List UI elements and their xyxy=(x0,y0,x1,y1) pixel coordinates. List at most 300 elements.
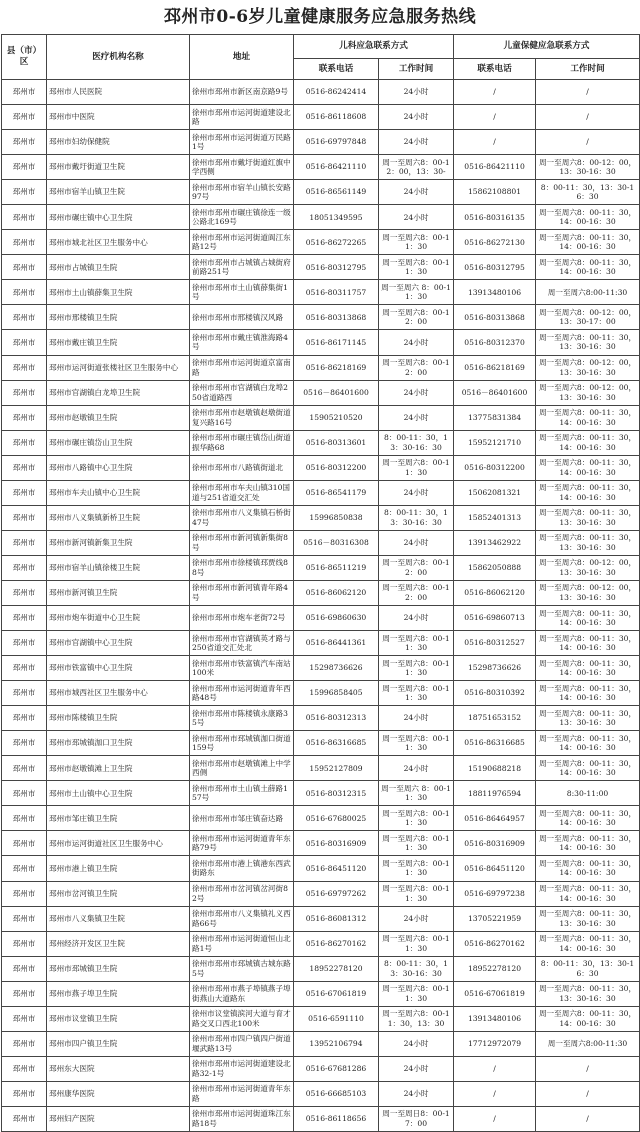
cell-county: 邳州市 xyxy=(2,956,47,981)
cell-childcare-hours: 周一至周六8：00-11：30，14：00-16：30 xyxy=(536,605,640,630)
cell-pediatric-phone: 0516-80312315 xyxy=(294,781,379,806)
cell-childcare-hours: 周一至周六8：00-12：00，13：30-16：30 xyxy=(536,355,640,380)
cell-address: 徐州市邳州市八路镇街道北 xyxy=(190,455,294,480)
header-institution: 医疗机构名称 xyxy=(47,35,190,80)
cell-childcare-phone: 0516-86316685 xyxy=(454,731,536,756)
table-row xyxy=(2,105,640,130)
cell-childcare-phone: 0516-80312200 xyxy=(454,455,536,480)
table-row xyxy=(2,831,640,856)
cell-pediatric-hours: 24小时 xyxy=(379,180,454,205)
table-row xyxy=(2,230,640,255)
cell-childcare-phone: 0516-86270162 xyxy=(454,931,536,956)
header-pediatric-hours: 工作时间 xyxy=(379,59,454,80)
cell-pediatric-phone: 15996858405 xyxy=(294,681,379,706)
cell-institution-name: 邳州市邳城镇卫生院 xyxy=(47,956,190,981)
table-row xyxy=(2,205,640,230)
cell-pediatric-phone: 0516-86118656 xyxy=(294,1106,379,1131)
cell-address: 徐州市邳州市八义集镇礼义西路66号 xyxy=(190,906,294,931)
cell-pediatric-phone: 0516-86171145 xyxy=(294,330,379,355)
cell-childcare-phone: / xyxy=(454,105,536,130)
cell-childcare-phone: 0516-80312795 xyxy=(454,255,536,280)
cell-childcare-phone: 18811976594 xyxy=(454,781,536,806)
cell-institution-name: 邳州市新河镇新集卫生院 xyxy=(47,530,190,555)
cell-childcare-phone: 15862108801 xyxy=(454,180,536,205)
cell-institution-name: 邳州市车夫山镇中心卫生院 xyxy=(47,480,190,505)
cell-address: 徐州市邳州市运河街道青年东路 xyxy=(190,1081,294,1106)
cell-childcare-hours: 周一至周六8：00-11：30，14：00-16：30 xyxy=(536,230,640,255)
cell-institution-name: 邳州市炮车街道中心卫生院 xyxy=(47,605,190,630)
cell-pediatric-hours: 周一至周六8：00-11：30 xyxy=(379,806,454,831)
cell-institution-name: 邳州市运河街道社区卫生服务中心 xyxy=(47,831,190,856)
cell-address: 徐州市邳州市运河街道建设北路 xyxy=(190,105,294,130)
cell-pediatric-phone: 15996850838 xyxy=(294,505,379,530)
table-row xyxy=(2,330,640,355)
cell-county: 邳州市 xyxy=(2,781,47,806)
cell-county: 邳州市 xyxy=(2,105,47,130)
cell-pediatric-hours: 周一至周六8：00-12：00 xyxy=(379,305,454,330)
cell-pediatric-hours: 24小时 xyxy=(379,906,454,931)
cell-pediatric-phone: 0516-86441361 xyxy=(294,631,379,656)
table-row xyxy=(2,781,640,806)
cell-institution-name: 邳州东大医院 xyxy=(47,1056,190,1081)
cell-childcare-hours: 周一至周六8：00-11：30，14：00-16：30 xyxy=(536,255,640,280)
cell-county: 邳州市 xyxy=(2,981,47,1006)
cell-pediatric-hours: 周一至周六8：00-11：30 xyxy=(379,856,454,881)
cell-pediatric-phone: 0516-86541179 xyxy=(294,480,379,505)
table-row xyxy=(2,1081,640,1106)
cell-institution-name: 邳州市土山镇薛集卫生院 xyxy=(47,280,190,305)
cell-childcare-hours: 周一至周六8：00-11：30，13：30-16：30 xyxy=(536,706,640,731)
cell-childcare-hours: 周一至周六8：00-11：30，14：00-16：30 xyxy=(536,430,640,455)
cell-address: 徐州市邳州市新区南京路9号 xyxy=(190,80,294,105)
cell-pediatric-phone: 0516-86421110 xyxy=(294,155,379,180)
cell-address: 徐州市邳州市运河街道阆江东路12号 xyxy=(190,230,294,255)
table-row xyxy=(2,255,640,280)
cell-institution-name: 邳州市岔河镇卫生院 xyxy=(47,881,190,906)
cell-institution-name: 邳州市八义集镇新桥卫生院 xyxy=(47,505,190,530)
cell-institution-name: 邳州市陈楼镇卫生院 xyxy=(47,706,190,731)
cell-pediatric-hours: 周一至周六8：00-11：30 xyxy=(379,255,454,280)
cell-institution-name: 邳州市新河镇卫生院 xyxy=(47,580,190,605)
cell-pediatric-hours: 周一至周六8：00-11：30，13：30 xyxy=(379,1006,454,1031)
cell-pediatric-hours: 24小时 xyxy=(379,105,454,130)
cell-childcare-phone: 0516-69797238 xyxy=(454,881,536,906)
cell-pediatric-hours: 周一至周六8：00-11：30 xyxy=(379,230,454,255)
table-row xyxy=(2,480,640,505)
cell-childcare-hours: 8：00-11：30，13：30-16：30 xyxy=(536,956,640,981)
cell-institution-name: 邳州市中医院 xyxy=(47,105,190,130)
cell-pediatric-hours: 24小时 xyxy=(379,605,454,630)
cell-address: 徐州市邳州市运河街道恒山北路1号 xyxy=(190,931,294,956)
cell-institution-name: 邳州市议堂镇卫生院 xyxy=(47,1006,190,1031)
cell-childcare-hours: 周一至周六8：00-11：30，13：30-16：30 xyxy=(536,906,640,931)
cell-pediatric-phone: 13952106794 xyxy=(294,1031,379,1056)
cell-childcare-phone: 0516-86464957 xyxy=(454,806,536,831)
cell-pediatric-phone: 0516-86511219 xyxy=(294,555,379,580)
cell-address: 徐州市邳州市港上镇港东西武街路东 xyxy=(190,856,294,881)
cell-institution-name: 邳州市燕子埠卫生院 xyxy=(47,981,190,1006)
cell-childcare-hours: 周一至周六8：00-11：30，14：00-16：30 xyxy=(536,455,640,480)
cell-childcare-hours: / xyxy=(536,80,640,105)
cell-childcare-phone: 0516-86421110 xyxy=(454,155,536,180)
cell-childcare-hours: 周一至周六8：00-11：30，14：00-16：30 xyxy=(536,731,640,756)
cell-county: 邳州市 xyxy=(2,806,47,831)
cell-childcare-hours: 周一至周六8：00-11：30，14：00-16：30 xyxy=(536,856,640,881)
cell-county: 邳州市 xyxy=(2,856,47,881)
cell-childcare-hours: 周一至周六8：00-11：30，14：00-16：30 xyxy=(536,681,640,706)
cell-address: 徐州市邳州市邹庄镇奋达路 xyxy=(190,806,294,831)
cell-childcare-phone: 13775831384 xyxy=(454,405,536,430)
cell-childcare-phone: 0516-67061819 xyxy=(454,981,536,1006)
cell-county: 邳州市 xyxy=(2,230,47,255)
cell-childcare-hours: / xyxy=(536,1081,640,1106)
cell-pediatric-hours: 周一至周六8：00-11：30 xyxy=(379,931,454,956)
cell-pediatric-phone: 0516-86451120 xyxy=(294,856,379,881)
cell-county: 邳州市 xyxy=(2,831,47,856)
cell-institution-name: 邳州市城西社区卫生服务中心 xyxy=(47,681,190,706)
cell-institution-name: 邳州市官湖镇白龙埠卫生院 xyxy=(47,380,190,405)
cell-childcare-phone: 13913462922 xyxy=(454,530,536,555)
cell-address: 徐州市邳州市戴庄镇淮海路4号 xyxy=(190,330,294,355)
cell-county: 邳州市 xyxy=(2,255,47,280)
cell-institution-name: 邳州市官湖镇中心卫生院 xyxy=(47,631,190,656)
cell-childcare-phone: 15852401313 xyxy=(454,505,536,530)
cell-pediatric-hours: 8：00-11：30，13：30-16：30 xyxy=(379,956,454,981)
cell-address: 徐州市邳州市赵墩镇赵墩街道复兴路16号 xyxy=(190,405,294,430)
cell-pediatric-phone: 0516-80311757 xyxy=(294,280,379,305)
cell-institution-name: 邳州市赵墩镇卫生院 xyxy=(47,405,190,430)
cell-pediatric-phone: 0516-86242414 xyxy=(294,80,379,105)
cell-institution-name: 邳州市土山镇中心卫生院 xyxy=(47,781,190,806)
table-row xyxy=(2,956,640,981)
cell-pediatric-hours: 周一至周六8：00-12：00，13：30- xyxy=(379,155,454,180)
cell-address: 徐州市邳州市运河街道珠江东路18号 xyxy=(190,1106,294,1131)
cell-address: 徐州市邳州市碾庄镇岱山街道振华路68 xyxy=(190,430,294,455)
cell-institution-name: 邳州市占城镇卫生院 xyxy=(47,255,190,280)
cell-childcare-phone: 15190688218 xyxy=(454,756,536,781)
cell-institution-name: 邳州市四户镇卫生院 xyxy=(47,1031,190,1056)
cell-childcare-phone: / xyxy=(454,1106,536,1131)
cell-childcare-phone: 0516-80312527 xyxy=(454,631,536,656)
cell-county: 邳州市 xyxy=(2,681,47,706)
cell-pediatric-phone: 15298736626 xyxy=(294,656,379,681)
cell-childcare-hours: 周一至周六8：00-11：30，14：00-16：30 xyxy=(536,931,640,956)
cell-institution-name: 邳州市邹庄镇卫生院 xyxy=(47,806,190,831)
cell-county: 邳州市 xyxy=(2,455,47,480)
table-row xyxy=(2,530,640,555)
cell-pediatric-hours: 周一至周六 8：00-11：30 xyxy=(379,280,454,305)
header-pediatric-group: 儿科应急联系方式 xyxy=(294,35,454,59)
cell-county: 邳州市 xyxy=(2,555,47,580)
cell-county: 邳州市 xyxy=(2,505,47,530)
cell-address: 徐州市邳州市陈楼镇永康路35号 xyxy=(190,706,294,731)
cell-childcare-hours: 周一至周六8：00-11：30，13：30-16：30 xyxy=(536,981,640,1006)
cell-pediatric-phone: 0516-67681286 xyxy=(294,1056,379,1081)
cell-childcare-phone: 0516-80313868 xyxy=(454,305,536,330)
cell-address: 徐州市邳州市土山镇薛集街1号 xyxy=(190,280,294,305)
cell-address: 徐州市邳州市岔河镇岔河街82号 xyxy=(190,881,294,906)
cell-county: 邳州市 xyxy=(2,430,47,455)
cell-childcare-hours: 周一至周六8：00-11：30，14：00-16：30 xyxy=(536,831,640,856)
cell-address: 徐州市邳州市官湖镇白龙埠250省道路西 xyxy=(190,380,294,405)
cell-address: 徐州市邳州市宿羊山镇长安路97号 xyxy=(190,180,294,205)
cell-childcare-hours: 周一至周六8：00-11：30，14：00-16：30 xyxy=(536,205,640,230)
cell-address: 徐州市议堂镇滨河大道与育才路交叉口西北100米 xyxy=(190,1006,294,1031)
cell-county: 邳州市 xyxy=(2,656,47,681)
cell-pediatric-hours: 周一至周六 8：00-11：30 xyxy=(379,781,454,806)
header-address: 地址 xyxy=(190,35,294,80)
table-row xyxy=(2,706,640,731)
cell-childcare-phone: 15952121710 xyxy=(454,430,536,455)
cell-institution-name: 邳州市妇幼保健院 xyxy=(47,130,190,155)
cell-county: 邳州市 xyxy=(2,305,47,330)
cell-pediatric-hours: 8：00-11：30，13：30-16：30 xyxy=(379,430,454,455)
table-row xyxy=(2,1031,640,1056)
cell-childcare-hours: 周一至周六8：00-11：30，14：00-16：30 xyxy=(536,405,640,430)
cell-childcare-hours: 8:30-11:00 xyxy=(536,781,640,806)
cell-childcare-phone: 0516-86451120 xyxy=(454,856,536,881)
cell-address: 徐州市邳州市炮车老街72号 xyxy=(190,605,294,630)
cell-pediatric-phone: 0516－80316308 xyxy=(294,530,379,555)
cell-pediatric-hours: 周一至周六8：00-11：30 xyxy=(379,731,454,756)
table-row xyxy=(2,505,640,530)
cell-address: 徐州市邳州市戴圩街道红旗中学西侧 xyxy=(190,155,294,180)
cell-childcare-hours: 周一至周六8：00-12：00，13：30-17：00 xyxy=(536,305,640,330)
cell-pediatric-hours: 24小时 xyxy=(379,1056,454,1081)
cell-county: 邳州市 xyxy=(2,155,47,180)
cell-childcare-hours: 8：00-11：30，13：30-16：30 xyxy=(536,180,640,205)
cell-address: 徐州市邳州市新河镇青年路4号 xyxy=(190,580,294,605)
cell-pediatric-hours: 周一至周六8：00-11：30 xyxy=(379,681,454,706)
cell-address: 徐州市邳州市邢楼镇汉风路 xyxy=(190,305,294,330)
cell-institution-name: 邳州康华医院 xyxy=(47,1081,190,1106)
table-row xyxy=(2,906,640,931)
cell-childcare-hours: 周一至周六8：00-11：30，13：30-16：30 xyxy=(536,505,640,530)
cell-pediatric-hours: 周一至周六8：00-12：00 xyxy=(379,555,454,580)
cell-pediatric-hours: 24小时 xyxy=(379,530,454,555)
cell-childcare-hours: / xyxy=(536,105,640,130)
header-childcare-phone: 联系电话 xyxy=(454,59,536,80)
cell-county: 邳州市 xyxy=(2,480,47,505)
cell-pediatric-hours: 周一至周六8：00-11：30 xyxy=(379,981,454,1006)
cell-childcare-phone: / xyxy=(454,1081,536,1106)
cell-childcare-phone: 0516-86272130 xyxy=(454,230,536,255)
cell-pediatric-hours: 24小时 xyxy=(379,405,454,430)
cell-institution-name: 邳州市邢楼镇卫生院 xyxy=(47,305,190,330)
cell-institution-name: 邳州市碾庄镇中心卫生院 xyxy=(47,205,190,230)
cell-childcare-hours: 周一至周六8：00-12：00，13：30-16：30 xyxy=(536,155,640,180)
cell-childcare-phone: 17712972079 xyxy=(454,1031,536,1056)
cell-pediatric-phone: 0516-86561149 xyxy=(294,180,379,205)
cell-childcare-hours: 周一至周六8：00-11：30，13：30-16：30 xyxy=(536,530,640,555)
cell-county: 邳州市 xyxy=(2,1031,47,1056)
cell-address: 徐州市邳州市运河街道京富南路 xyxy=(190,355,294,380)
cell-childcare-hours: / xyxy=(536,130,640,155)
cell-pediatric-hours: 24小时 xyxy=(379,480,454,505)
table-row xyxy=(2,656,640,681)
cell-institution-name: 邳州市人民医院 xyxy=(47,80,190,105)
cell-childcare-phone: 0516-80312370 xyxy=(454,330,536,355)
cell-childcare-phone: 0516－86401600 xyxy=(454,380,536,405)
cell-county: 邳州市 xyxy=(2,706,47,731)
cell-institution-name: 邳州市邳城镇泇口卫生院 xyxy=(47,731,190,756)
cell-pediatric-phone: 0516-86270162 xyxy=(294,931,379,956)
cell-pediatric-phone: 0516-80312795 xyxy=(294,255,379,280)
cell-county: 邳州市 xyxy=(2,380,47,405)
cell-childcare-hours: 周一至周六8:00-11:30 xyxy=(536,280,640,305)
cell-county: 邳州市 xyxy=(2,1106,47,1131)
cell-pediatric-hours: 24小时 xyxy=(379,330,454,355)
cell-county: 邳州市 xyxy=(2,756,47,781)
cell-pediatric-hours: 24小时 xyxy=(379,756,454,781)
table-row xyxy=(2,80,640,105)
cell-pediatric-phone: 0516-67061819 xyxy=(294,981,379,1006)
header-pediatric-phone: 联系电话 xyxy=(294,59,379,80)
cell-address: 徐州市邳州市占城镇占城街府前路251号 xyxy=(190,255,294,280)
cell-institution-name: 邳州市戴圩街道卫生院 xyxy=(47,155,190,180)
cell-institution-name: 邳州市八义集镇卫生院 xyxy=(47,906,190,931)
cell-county: 邳州市 xyxy=(2,605,47,630)
cell-childcare-phone: 0516-86218169 xyxy=(454,355,536,380)
cell-pediatric-hours: 周一至周六8：00-11：30 xyxy=(379,631,454,656)
table-row xyxy=(2,555,640,580)
cell-pediatric-hours: 24小时 xyxy=(379,1081,454,1106)
table-row xyxy=(2,305,640,330)
table-row xyxy=(2,280,640,305)
cell-county: 邳州市 xyxy=(2,931,47,956)
cell-childcare-phone: 0516-80316135 xyxy=(454,205,536,230)
cell-childcare-hours: 周一至周六8：00-11：30，14：00-16：30 xyxy=(536,806,640,831)
cell-pediatric-phone: 0516-86118608 xyxy=(294,105,379,130)
cell-pediatric-hours: 周一至周六8：00-12：00 xyxy=(379,580,454,605)
cell-pediatric-hours: 24小时 xyxy=(379,130,454,155)
cell-institution-name: 邳州妇产医院 xyxy=(47,1106,190,1131)
cell-institution-name: 邳州市宿羊山镇卫生院 xyxy=(47,180,190,205)
table-row xyxy=(2,455,640,480)
cell-pediatric-phone: 0516-80313601 xyxy=(294,430,379,455)
cell-pediatric-phone: 0516-86272265 xyxy=(294,230,379,255)
cell-childcare-hours: / xyxy=(536,1106,640,1131)
cell-childcare-hours: 周一至周六8：00-11：30，14：00-16：30 xyxy=(536,756,640,781)
cell-pediatric-phone: 15952127809 xyxy=(294,756,379,781)
cell-address: 徐州市邳州市燕子埠镇燕子埠街燕山大道路东 xyxy=(190,981,294,1006)
table-row xyxy=(2,380,640,405)
page-title: 邳州市0-6岁儿童健康服务应急服务热线 xyxy=(163,7,477,27)
cell-childcare-hours: 周一至周六8:00-11:30 xyxy=(536,1031,640,1056)
cell-county: 邳州市 xyxy=(2,530,47,555)
header-childcare-group: 儿童保健应急联系方式 xyxy=(454,35,640,59)
cell-pediatric-phone: 15905210520 xyxy=(294,405,379,430)
cell-pediatric-hours: 24小时 xyxy=(379,1031,454,1056)
cell-institution-name: 邳州市戴庄镇卫生院 xyxy=(47,330,190,355)
cell-childcare-phone: / xyxy=(454,80,536,105)
cell-county: 邳州市 xyxy=(2,130,47,155)
cell-address: 徐州市邳州市赵墩镇滩上中学西侧 xyxy=(190,756,294,781)
cell-pediatric-phone: 18051349595 xyxy=(294,205,379,230)
cell-address: 徐州市邳州市运河街道万民路1号 xyxy=(190,130,294,155)
table-row xyxy=(2,405,640,430)
cell-address: 徐州市邳州市八义集镇石桥街47号 xyxy=(190,505,294,530)
cell-institution-name: 邳州市碾庄镇岱山卫生院 xyxy=(47,430,190,455)
cell-pediatric-phone: 0516-67680025 xyxy=(294,806,379,831)
table-row xyxy=(2,856,640,881)
cell-childcare-hours: 周一至周六8：00-11：30，13：30-16：30 xyxy=(536,330,640,355)
cell-address: 徐州市邳州市徐楼镇邳贾线88号 xyxy=(190,555,294,580)
table-row xyxy=(2,355,640,380)
header-county: 县（市）区 xyxy=(2,35,47,80)
cell-address: 徐州市邳州市运河街道青年东路79号 xyxy=(190,831,294,856)
cell-childcare-phone: / xyxy=(454,130,536,155)
table-body xyxy=(2,80,640,1132)
table-row xyxy=(2,756,640,781)
cell-address: 徐州市邳州市碾庄镇徐连一级公路北169号 xyxy=(190,205,294,230)
cell-childcare-phone: 0516-86062120 xyxy=(454,580,536,605)
table-row xyxy=(2,731,640,756)
cell-institution-name: 邳州市赵墩镇滩上卫生院 xyxy=(47,756,190,781)
cell-address: 徐州市邳州市铁富镇汽车南站100米 xyxy=(190,656,294,681)
cell-county: 邳州市 xyxy=(2,280,47,305)
cell-childcare-hours: 周一至周六8：00-12：00，13：30-16：30 xyxy=(536,380,640,405)
cell-county: 邳州市 xyxy=(2,881,47,906)
cell-address: 徐州市邳州市新河镇新集街8号 xyxy=(190,530,294,555)
cell-childcare-phone: 15862050888 xyxy=(454,555,536,580)
cell-pediatric-phone: 18952278120 xyxy=(294,956,379,981)
table-row xyxy=(2,1056,640,1081)
cell-institution-name: 邳州市城北社区卫生服务中心 xyxy=(47,230,190,255)
cell-county: 邳州市 xyxy=(2,355,47,380)
table-row xyxy=(2,580,640,605)
cell-childcare-hours: 周一至周六8：00-11：30，14：00-16：30 xyxy=(536,656,640,681)
cell-pediatric-hours: 周一至周六8：00-12：00 xyxy=(379,355,454,380)
cell-county: 邳州市 xyxy=(2,330,47,355)
cell-pediatric-hours: 24小时 xyxy=(379,80,454,105)
cell-pediatric-phone: 0516-86062120 xyxy=(294,580,379,605)
cell-county: 邳州市 xyxy=(2,1056,47,1081)
cell-institution-name: 邳州市港上镇卫生院 xyxy=(47,856,190,881)
table-row xyxy=(2,155,640,180)
cell-address: 徐州市邳州市土山镇土薛路157号 xyxy=(190,781,294,806)
cell-childcare-phone: 18751653152 xyxy=(454,706,536,731)
cell-institution-name: 邳州市八路镇中心卫生院 xyxy=(47,455,190,480)
cell-childcare-phone: 13705221959 xyxy=(454,906,536,931)
table-row xyxy=(2,981,640,1006)
table-row xyxy=(2,681,640,706)
cell-childcare-phone: 15298736626 xyxy=(454,656,536,681)
cell-pediatric-phone: 0516-69797262 xyxy=(294,881,379,906)
cell-pediatric-hours: 周一至周六8：00-11：30 xyxy=(379,455,454,480)
cell-pediatric-phone: 0516-80312313 xyxy=(294,706,379,731)
cell-institution-name: 邳州经济开发区卫生院 xyxy=(47,931,190,956)
table-row xyxy=(2,1006,640,1031)
cell-pediatric-hours: 周一至周六8：00-11：30 xyxy=(379,881,454,906)
cell-pediatric-phone: 0516-86316685 xyxy=(294,731,379,756)
cell-childcare-hours: 周一至周六8：00-11：30，14：00-16：30 xyxy=(536,881,640,906)
cell-county: 邳州市 xyxy=(2,1006,47,1031)
cell-county: 邳州市 xyxy=(2,80,47,105)
cell-pediatric-phone: 0516-80313868 xyxy=(294,305,379,330)
cell-pediatric-hours: 24小时 xyxy=(379,380,454,405)
cell-address: 徐州市邳州市邳城镇古城东路5号 xyxy=(190,956,294,981)
cell-pediatric-phone: 0516-80312200 xyxy=(294,455,379,480)
cell-childcare-phone: 0516-80310392 xyxy=(454,681,536,706)
table-row xyxy=(2,430,640,455)
cell-county: 邳州市 xyxy=(2,1081,47,1106)
cell-county: 邳州市 xyxy=(2,906,47,931)
cell-pediatric-hours: 周一至周六8：00-11：30 xyxy=(379,656,454,681)
cell-institution-name: 邳州市宿羊山镇徐楼卫生院 xyxy=(47,555,190,580)
table-row xyxy=(2,931,640,956)
table-row xyxy=(2,605,640,630)
